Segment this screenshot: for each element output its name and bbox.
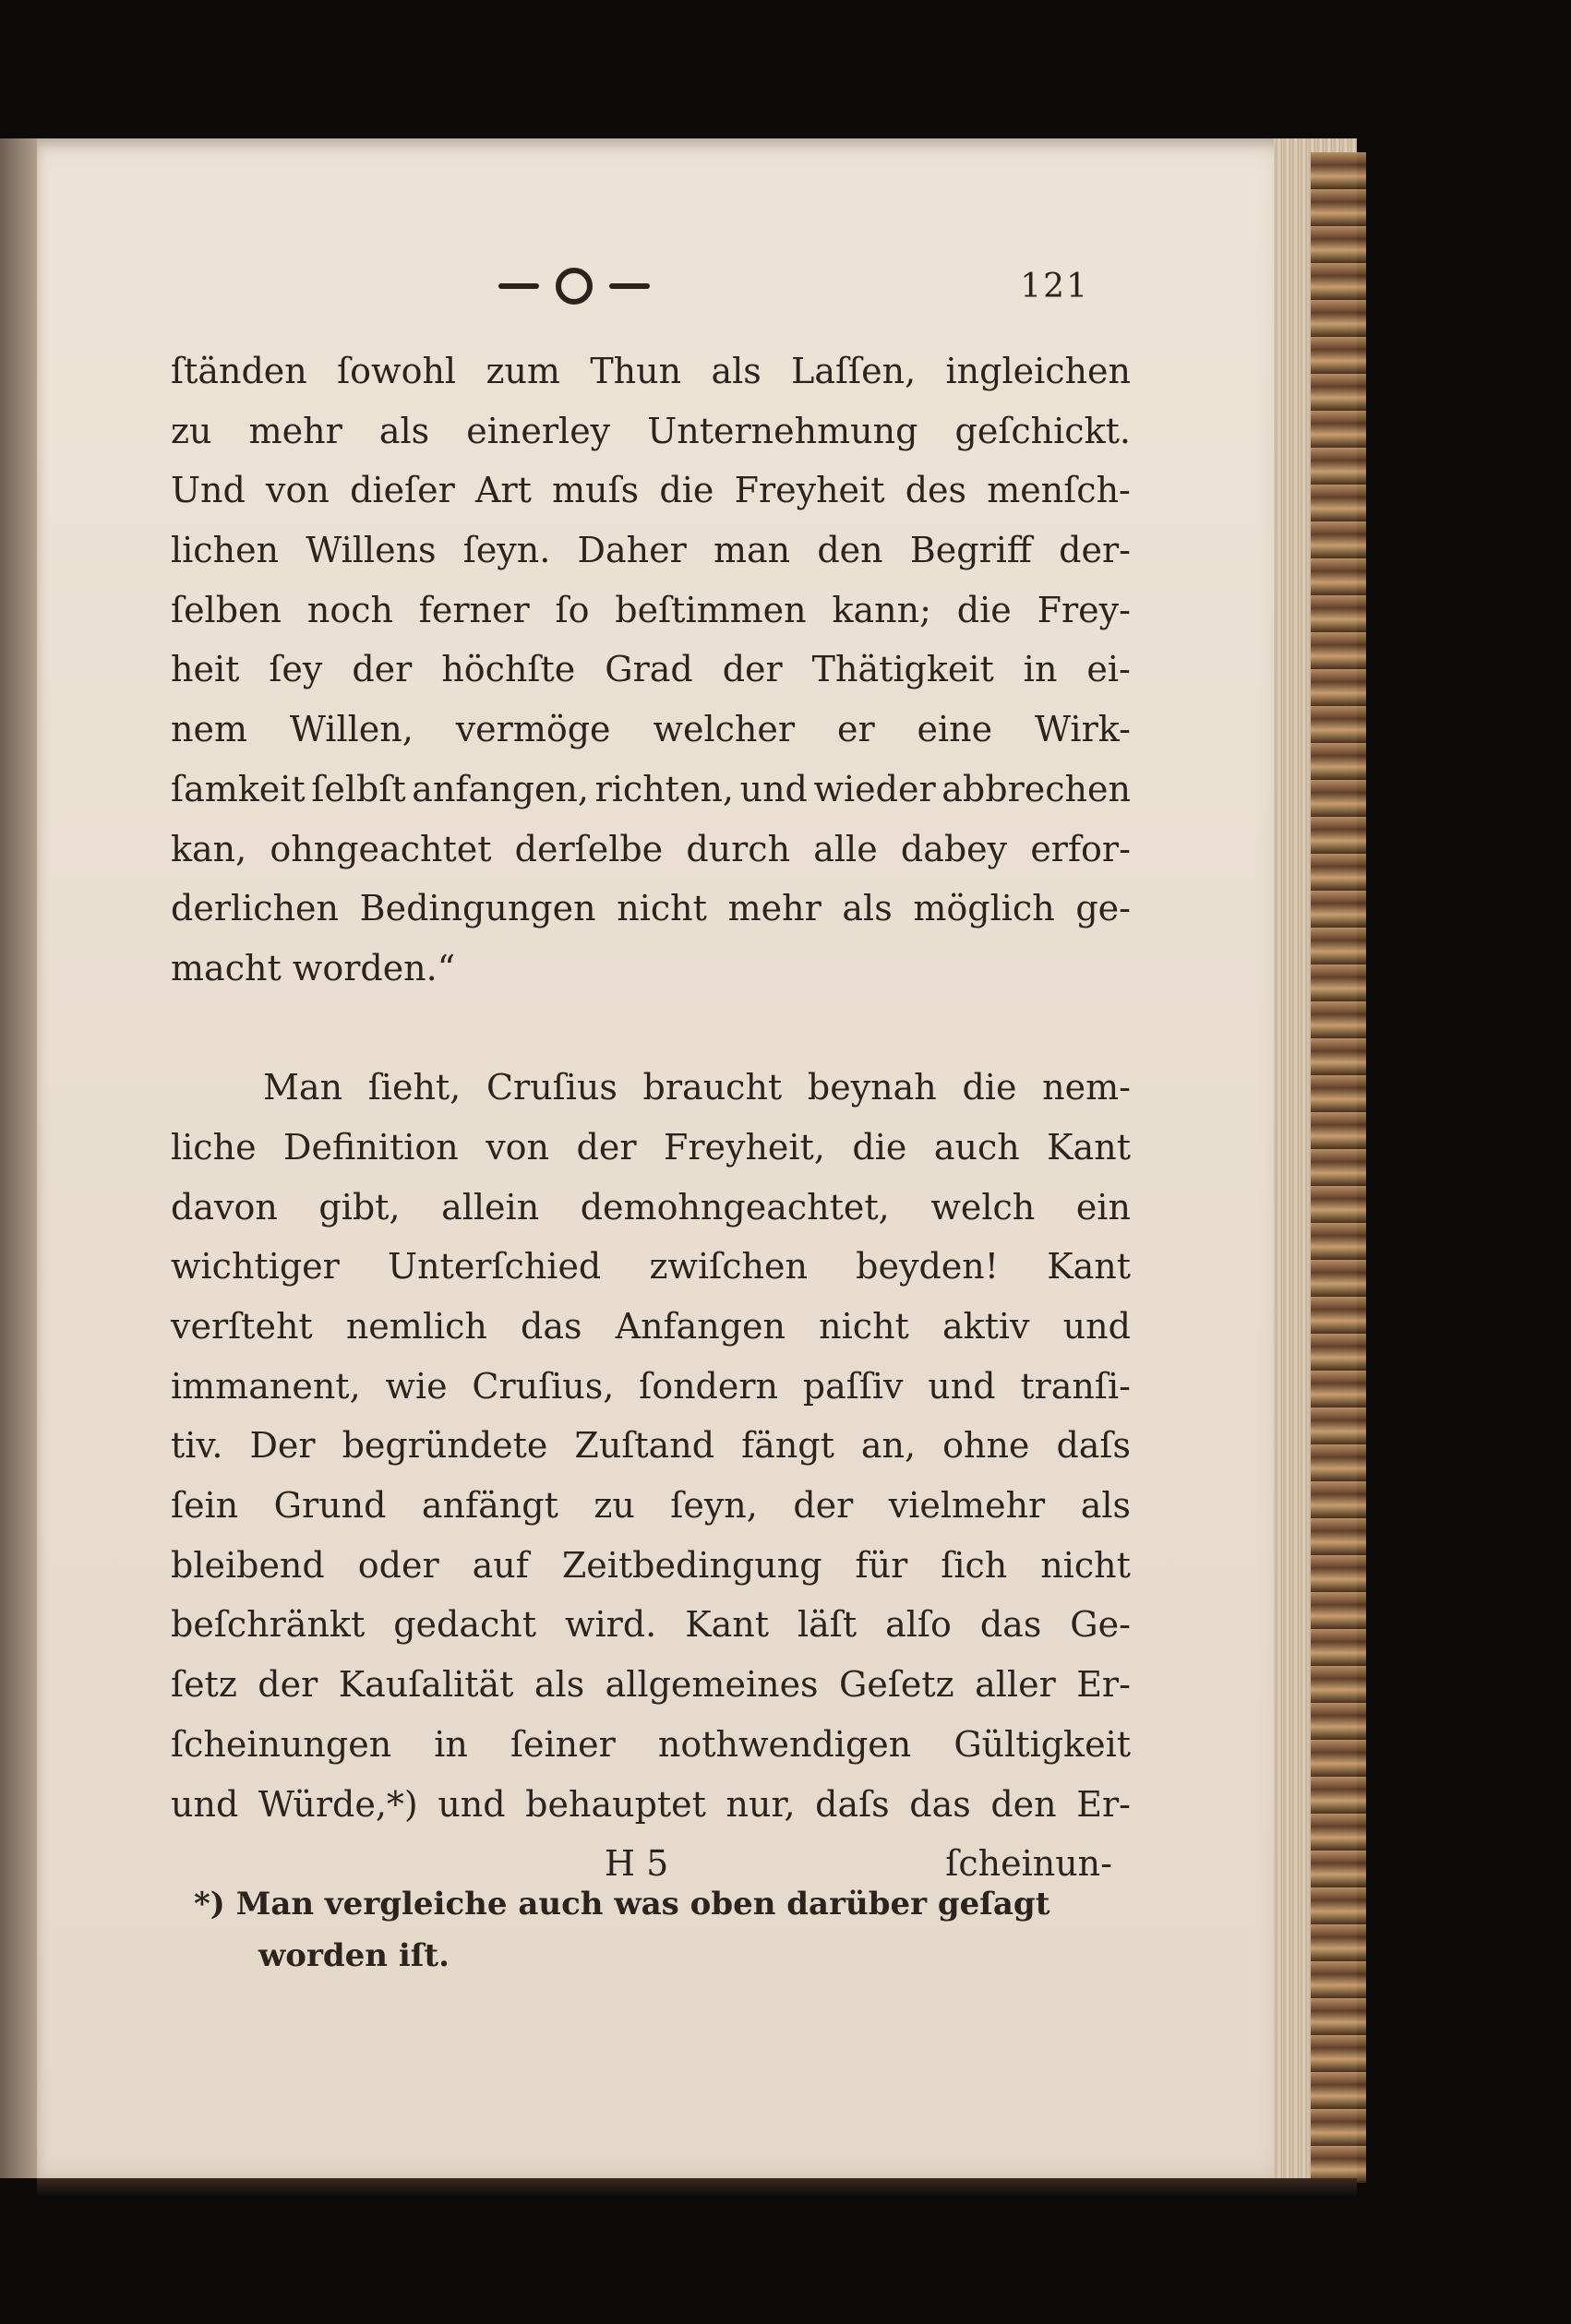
ornament-ring-icon xyxy=(556,268,593,305)
word: wie xyxy=(385,1365,448,1407)
ornament-dash-right xyxy=(609,283,650,289)
word: als xyxy=(1080,1485,1131,1527)
word: ſtänden xyxy=(171,351,307,391)
text-line xyxy=(171,820,1131,880)
word: ein xyxy=(1075,1186,1131,1228)
word: der xyxy=(258,1664,318,1706)
word: noch xyxy=(306,589,393,630)
word: tranſi- xyxy=(1020,1365,1131,1407)
text-line xyxy=(171,879,1131,939)
word: der xyxy=(793,1485,854,1527)
word: eine xyxy=(917,709,993,750)
text-line xyxy=(171,1297,1131,1357)
word: der- xyxy=(1059,530,1131,571)
body-text xyxy=(171,341,1131,1894)
word: das xyxy=(909,1783,971,1825)
word: und xyxy=(928,1365,996,1407)
word: ohne xyxy=(942,1425,1030,1467)
word: Willens xyxy=(306,530,437,571)
text-line xyxy=(171,640,1131,700)
word: Daher xyxy=(577,530,687,571)
word: nicht xyxy=(819,1306,909,1347)
word: den xyxy=(990,1783,1057,1825)
word: aller xyxy=(975,1664,1056,1706)
book-binding xyxy=(1311,152,1366,2183)
word: Gültigkeit xyxy=(953,1723,1131,1765)
word: Grund xyxy=(273,1485,387,1527)
text-line xyxy=(171,521,1131,581)
word: er xyxy=(836,709,875,750)
text-line xyxy=(171,401,1131,461)
text-line xyxy=(171,1416,1131,1476)
word: beſtimmen xyxy=(615,589,807,630)
text-line xyxy=(171,1775,1131,1835)
word: ſcheinungen xyxy=(171,1723,392,1765)
signature-mark: H 5 xyxy=(604,1843,669,1885)
text-line xyxy=(171,1715,1131,1775)
word: welcher xyxy=(653,709,796,750)
word: davon xyxy=(171,1186,278,1228)
word: ſondern xyxy=(639,1365,779,1407)
word: demohngeachtet, xyxy=(580,1186,890,1228)
word: für xyxy=(855,1544,908,1586)
word: Und xyxy=(171,470,246,511)
word: anfängt xyxy=(421,1485,558,1527)
word: nem xyxy=(171,709,247,750)
word: zu xyxy=(171,410,212,451)
text-line xyxy=(171,1058,1131,1118)
word: läſt xyxy=(797,1604,857,1646)
word: liche xyxy=(171,1126,257,1168)
word: Thun xyxy=(590,351,682,391)
word: nicht xyxy=(1040,1544,1131,1586)
footnote-line: worden iſt. xyxy=(258,1937,450,1974)
word: man xyxy=(713,530,791,571)
word: derlichen xyxy=(171,888,340,929)
text-line xyxy=(171,461,1131,521)
word: dieſer xyxy=(350,470,455,511)
word: vermöge xyxy=(455,709,611,750)
word: Bedingungen xyxy=(359,888,596,929)
word: vielmehr xyxy=(888,1485,1046,1527)
word: Anfangen xyxy=(615,1306,786,1347)
word: von xyxy=(266,470,330,511)
word: von xyxy=(486,1126,550,1168)
word: wichtiger xyxy=(171,1246,340,1288)
word: Er- xyxy=(1076,1783,1131,1825)
bottom-shadow xyxy=(37,2178,1357,2197)
word: beſchränkt xyxy=(171,1604,366,1646)
word: mehr xyxy=(727,888,821,929)
word: geſchickt. xyxy=(954,410,1131,451)
word: an, xyxy=(860,1425,917,1467)
word: Thätigkeit xyxy=(811,649,994,690)
text-line: macht worden.“ xyxy=(171,947,456,988)
text-line xyxy=(171,1237,1131,1297)
word: und xyxy=(171,1783,239,1825)
word: Grad xyxy=(605,649,693,690)
page-number: 121 xyxy=(1020,268,1089,305)
word: zum xyxy=(486,351,560,391)
word: gibt, xyxy=(318,1186,401,1228)
word: aktiv xyxy=(941,1306,1030,1347)
word: mehr xyxy=(248,410,342,451)
word: Freyheit, xyxy=(663,1126,825,1168)
word: ſowohl xyxy=(337,351,457,391)
word: auch xyxy=(933,1126,1020,1168)
word: ei- xyxy=(1086,649,1131,690)
word: verſteht xyxy=(171,1306,313,1347)
paragraph-gap xyxy=(171,999,1131,1059)
word: gedacht xyxy=(393,1604,537,1646)
footnote-line: *) Man vergleiche auch was oben darüber geſagt xyxy=(194,1886,1050,1923)
word: erfor- xyxy=(1030,828,1131,869)
word: als xyxy=(842,888,893,929)
word: alle xyxy=(813,828,878,869)
word: allgemeines xyxy=(605,1664,819,1706)
text-line xyxy=(171,1118,1131,1178)
word: ſo xyxy=(555,589,590,630)
word: und xyxy=(1062,1306,1131,1347)
word: allein xyxy=(441,1186,540,1228)
word: kan, xyxy=(171,828,247,869)
word: Der xyxy=(249,1425,316,1467)
word: die xyxy=(852,1126,907,1168)
word: ohngeachtet xyxy=(270,828,492,869)
word: und xyxy=(438,1783,506,1825)
word: einerley xyxy=(466,410,611,451)
word: als xyxy=(534,1664,585,1706)
word: zu xyxy=(594,1485,635,1527)
word: nemlich xyxy=(345,1306,487,1347)
text-line xyxy=(171,1476,1131,1536)
word: möglich xyxy=(913,888,1055,929)
text-line xyxy=(171,1536,1131,1596)
text-line xyxy=(171,581,1131,641)
word: in xyxy=(434,1723,468,1765)
word: daſs xyxy=(1056,1425,1131,1467)
word: nur, xyxy=(726,1783,796,1825)
word: richten, xyxy=(594,768,734,809)
word: Unterſchied xyxy=(388,1246,602,1288)
word: ferner xyxy=(418,589,530,630)
text-line xyxy=(171,1178,1131,1238)
word: behauptet xyxy=(525,1783,706,1825)
word: Cruſius, xyxy=(472,1365,615,1407)
word: den xyxy=(817,530,883,571)
word: ſelben xyxy=(171,589,282,630)
word: die xyxy=(659,470,714,511)
word: muſs xyxy=(552,470,640,511)
word: Kauſalität xyxy=(338,1664,514,1706)
footnote xyxy=(194,1878,1126,1982)
word: ſey xyxy=(269,649,323,690)
header-ornament xyxy=(498,268,650,305)
text-line xyxy=(171,341,1131,401)
word: auf xyxy=(472,1544,529,1586)
text-line xyxy=(171,1655,1131,1715)
word: Würde,*) xyxy=(258,1783,418,1825)
word: ſamkeit xyxy=(171,768,306,809)
word: die xyxy=(956,589,1012,630)
word: Frey- xyxy=(1037,589,1131,630)
word: ge- xyxy=(1075,888,1131,929)
word: tiv. xyxy=(171,1425,223,1467)
word: durch xyxy=(686,828,791,869)
word: und xyxy=(739,768,808,809)
word: der xyxy=(576,1126,637,1168)
word: Willen, xyxy=(289,709,414,750)
word: Ge- xyxy=(1070,1604,1131,1646)
word: der xyxy=(722,649,783,690)
word: wieder xyxy=(813,768,936,809)
page-header xyxy=(498,268,1089,323)
word: Zeitbedingung xyxy=(561,1544,822,1586)
text-line xyxy=(171,760,1131,820)
word: das xyxy=(521,1306,582,1347)
word: oder xyxy=(357,1544,439,1586)
word: derſelbe xyxy=(514,828,664,869)
word: Unternehmung xyxy=(647,410,918,451)
word: ſelbſt xyxy=(311,768,406,809)
word: als xyxy=(378,410,430,451)
word: anfangen, xyxy=(412,768,589,809)
word: Cruſius xyxy=(486,1067,618,1108)
word: alſo xyxy=(885,1604,952,1646)
word: Laſſen, xyxy=(791,351,917,391)
word: welch xyxy=(930,1186,1036,1228)
word: zwiſchen xyxy=(649,1246,808,1288)
word: als xyxy=(711,351,762,391)
word: beyden! xyxy=(856,1246,999,1288)
word: menſch- xyxy=(987,470,1131,511)
word: wird. xyxy=(565,1604,657,1646)
word: Definition xyxy=(283,1126,459,1168)
word: Kant xyxy=(1047,1126,1131,1168)
word: nicht xyxy=(617,888,707,929)
word: in xyxy=(1023,649,1058,690)
word: braucht xyxy=(642,1067,783,1108)
text-line xyxy=(171,1595,1131,1655)
word: ingleichen xyxy=(945,351,1131,391)
word: dabey xyxy=(900,828,1008,869)
word: höchſte xyxy=(441,649,576,690)
word: Kant xyxy=(685,1604,770,1646)
word: fängt xyxy=(741,1425,834,1467)
word: heit xyxy=(171,649,240,690)
word: ſeyn, xyxy=(670,1485,758,1527)
word: begründete xyxy=(342,1425,548,1467)
word: nothwendigen xyxy=(657,1723,912,1765)
word: die xyxy=(962,1067,1017,1108)
text-line xyxy=(171,700,1131,760)
word: Geſetz xyxy=(839,1664,954,1706)
word: Art xyxy=(475,470,532,511)
word: immanent, xyxy=(171,1365,361,1407)
word: ſein xyxy=(171,1485,239,1527)
word: ſeiner xyxy=(510,1723,616,1765)
word: abbrechen xyxy=(941,768,1131,809)
word: lichen xyxy=(171,530,280,571)
word: Begriff xyxy=(909,530,1032,571)
word: nem- xyxy=(1042,1067,1131,1108)
word: ſieht, xyxy=(367,1067,462,1108)
catchword: ſcheinun- xyxy=(945,1843,1112,1885)
word: beynah xyxy=(807,1067,937,1108)
word: bleibend xyxy=(171,1544,325,1586)
word: des xyxy=(905,470,967,511)
word: das xyxy=(979,1604,1042,1646)
word: Zuſtand xyxy=(574,1425,715,1467)
word: paſſiv xyxy=(802,1365,904,1407)
word: Er- xyxy=(1076,1664,1131,1706)
word: der xyxy=(352,649,413,690)
word: ſetz xyxy=(171,1664,237,1706)
word: Kant xyxy=(1047,1246,1131,1288)
text-line xyxy=(171,1357,1131,1417)
word: ſich xyxy=(941,1544,1008,1586)
ornament-dash-left xyxy=(498,283,539,289)
word: kann; xyxy=(832,589,931,630)
word: Man xyxy=(263,1067,343,1108)
word: daſs xyxy=(815,1783,890,1825)
word: Wirk- xyxy=(1035,709,1131,750)
word: ſeyn. xyxy=(462,530,551,571)
word: Freyheit xyxy=(734,470,885,511)
